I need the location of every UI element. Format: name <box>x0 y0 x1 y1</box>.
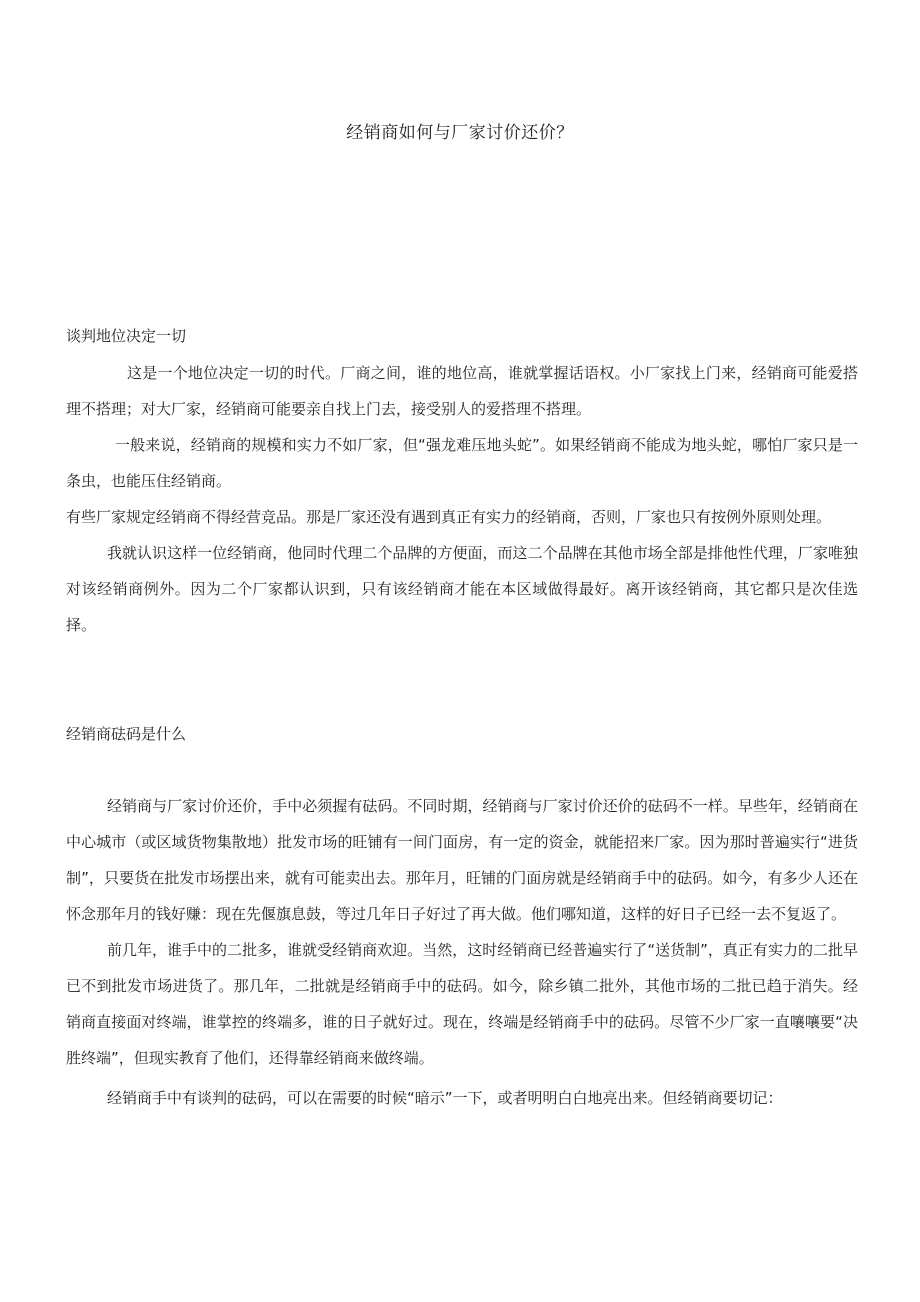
paragraph: 经销商手中有谈判的砝码，可以在需要的时候“暗示”一下，或者明明白白地亮出来。但经销商要切记： <box>107 1089 783 1107</box>
paragraph: 我就认识这样一位经销商，他同时代理二个品牌的方便面，而这二个品牌在其他市场全部是排他性代理，厂家唯独对该经销商例外。因为二个厂家都认识到，只有该经销商才能在本区域做得最好。离开该经销商，其它都只是次佳选择。 <box>66 544 858 634</box>
page-title: 经销商如何与厂家讨价还价？ <box>346 123 574 143</box>
section-body <box>66 355 858 643</box>
paragraph: 这是一个地位决定一切的时代。厂商之间，谁的地位高，谁就掌握话语权。小厂家找上门来，经销商可能爱搭理不搭理；对大厂家，经销商可能要亲自找上门去，接受别人的爱搭理不搭理。 <box>66 364 858 418</box>
section-body <box>66 788 858 1116</box>
paragraph: 有些厂家规定经销商不得经营竞品。那是厂家还没有遇到真正有实力的经销商，否则，厂家也只有按例外原则处理。 <box>66 508 832 526</box>
paragraph: 前几年，谁手中的二批多，谁就受经销商欢迎。当然，这时经销商已经普遍实行了“送货制”，真正有实力的二批早已不到批发市场进货了。那几年，二批就是经销商手中的砝码。如今，除乡镇二批外，其他市场的二批已趋于消失。经销商直接面对终端，谁掌控的终端多，谁的日子就好过。现在，终端是经销商手中的砝码。尽管不少厂家一直嚷嚷要“决胜终端”，但现实教育了他们，还得靠经销商来做终端。 <box>66 941 858 1067</box>
section-heading <box>66 326 858 346</box>
section-heading-text: 谈判地位决定一切 <box>66 327 187 345</box>
section-heading <box>66 724 858 744</box>
section-heading-text: 经销商砝码是什么 <box>66 725 187 743</box>
paragraph: 一般来说，经销商的规模和实力不如厂家，但“强龙难压地头蛇”。如果经销商不能成为地头蛇，哪怕厂家只是一条虫，也能压住经销商。 <box>66 436 858 490</box>
paragraph: 经销商与厂家讨价还价，手中必须握有砝码。不同时期，经销商与厂家讨价还价的砝码不一样。早些年，经销商在中心城市（或区域货物集散地）批发市场的旺铺有一间门面房，有一定的资金，就能招来厂家。因为那时普遍实行“进货制”，只要货在批发市场摆出来，就有可能卖出去。那年月，旺铺的门面房就是经销商手中的砝码。如今，有多少人还在怀念那年月的钱好赚：现在先偃旗息鼓，等过几年日子好过了再大做。他们哪知道，这样的好日子已经一去不复返了。 <box>66 797 858 923</box>
